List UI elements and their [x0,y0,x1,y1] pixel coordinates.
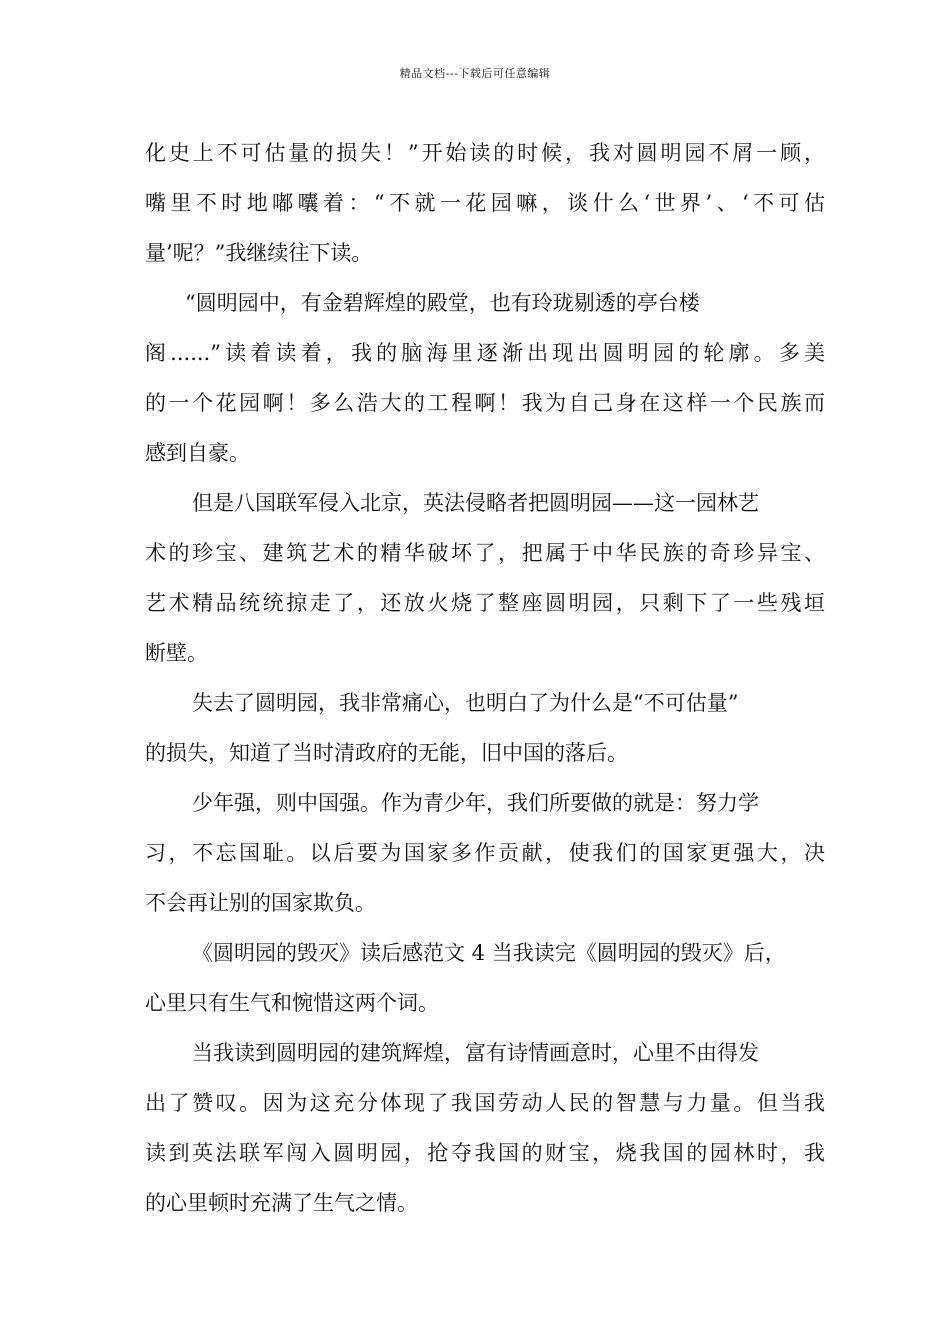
text-line: 嘴里不时地嘟囔着：“不就一花园嘛，谈什么‘世界’、‘不可估 [145,191,825,215]
text-line: 断壁。 [145,641,208,665]
text-line: 化史上不可估量的损失！”开始读的时候，我对圆明园不屑一顾， [145,141,825,165]
text-line: 阁......”读着读着，我的脑海里逐渐出现出圆明园的轮廓。多美 [145,341,825,365]
text-line: 但是八国联军侵入北京，英法侵略者把圆明园——这一园林艺 [192,491,759,515]
text-line: 读到英法联军闯入圆明园，抢夺我国的财宝，烧我国的园林时，我 [145,1141,825,1165]
text-line: 的心里顿时充满了生气之情。 [145,1191,418,1215]
text-line: 的一个花园啊！多么浩大的工程啊！我为自己身在这样一个民族而 [145,391,825,415]
paragraph [145,778,825,928]
paragraph [145,1028,825,1228]
paragraph [145,478,825,678]
text-line: 量’呢？”我继续往下读。 [145,241,373,265]
paragraph [145,128,825,278]
text-line: 艺术精品统统掠走了，还放火烧了整座圆明园，只剩下了一些残垣 [145,591,825,615]
text-line: 术的珍宝、建筑艺术的精华破坏了，把属于中华民族的奇珍异宝、 [145,541,825,565]
text-line: 当我读到圆明园的建筑辉煌，富有诗情画意时，心里不由得发 [192,1041,759,1065]
text-line: 心里只有生气和惋惜这两个词。 [145,991,439,1015]
text-line: 出了赞叹。因为这充分体现了我国劳动人民的智慧与力量。但当我 [145,1091,825,1115]
paragraph [145,278,825,478]
paragraph [145,928,825,1028]
document-body [145,128,825,1228]
text-line: 不会再让别的国家欺负。 [145,891,376,915]
page-header: 精品文档---下载后可任意编辑 [399,67,551,80]
paragraph [145,678,825,778]
text-line: “圆明园中，有金碧辉煌的殿堂，也有玲珑剔透的亭台楼 [185,291,700,315]
text-line: 习，不忘国耻。以后要为国家多作贡献，使我们的国家更强大，决 [145,841,825,865]
text-line: 的损失，知道了当时清政府的无能，旧中国的落后。 [145,741,628,765]
text-line: 感到自豪。 [145,441,250,465]
text-line: 《圆明园的毁灭》读后感范文 4 当我读完《圆明园的毁灭》后， [192,941,786,965]
text-line: 少年强，则中国强。作为青少年，我们所要做的就是：努力学 [192,791,759,815]
text-line: 失去了圆明园，我非常痛心，也明白了为什么是“不可估量” [192,691,739,715]
